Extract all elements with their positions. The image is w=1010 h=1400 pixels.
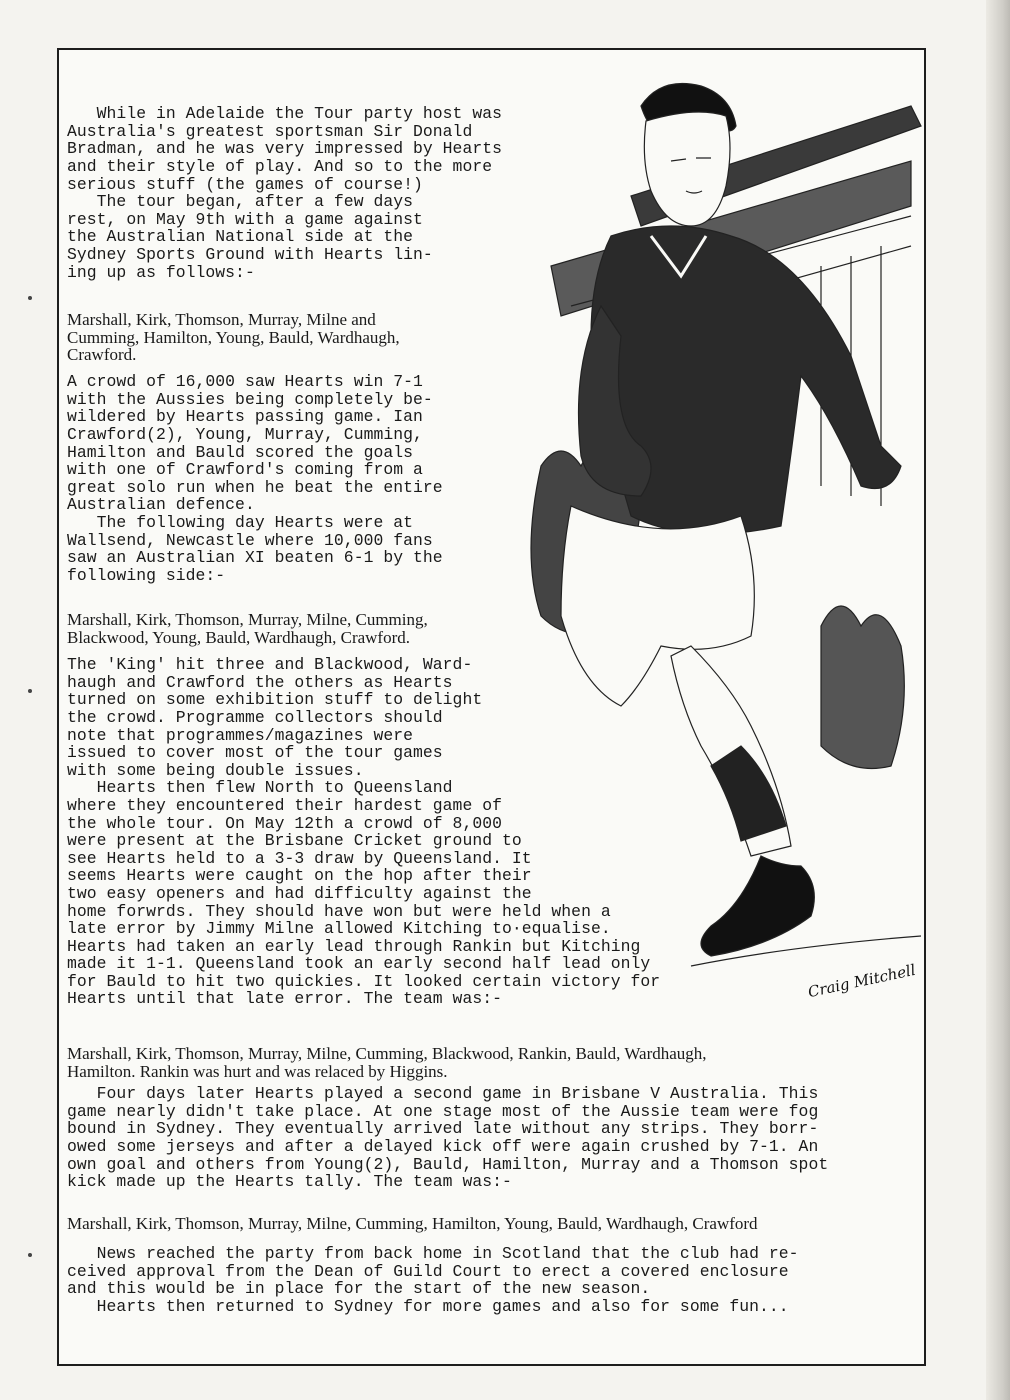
team-line-up-2: Marshall, Kirk, Thomson, Murray, Milne, Cumming, Blackwood, Young, Bauld, Wardhaugh, Crawford. [67,610,428,647]
punch-mark [28,1253,32,1257]
intro-paragraph: While in Adelaide the Tour party host was Australia's greatest sportsman Sir Donald Bradman, and he was very impressed by Hearts and their style of play. And so to the more serious stuff (the games of course!) The tour began, after a few days rest, on May 9th with a game against the Australian National side at the Sydney Sports Ground with Hearts lin- ing up as follows:- [67,104,502,282]
team-line-up-3: Marshall, Kirk, Thomson, Murray, Milne, Cumming, Blackwood, Rankin, Bauld, Wardhaugh, Hamilton. Rankin was hurt and was relaced by Higgins. [67,1044,707,1081]
punch-mark [28,296,32,300]
queensland-match-paragraph: The 'King' hit three and Blackwood, Ward- haugh and Crawford the others as Hearts turned on some exhibition stuff to delight the crowd. Programme collectors should note that programmes/magazines were issued to cover most of the tour games with some being double issues. Hearts then flew North to Queensland where they encountered their hardest game of the whole tour. On May 12th a crowd of 8,000 were present at the Brisbane Cricket ground to see Hearts held to a 3-3 draw by Queensland. It seems Hearts were caught on the hop after their two easy openers and had difficulty against the home forwrds. They should have won but were held when a late error by Jimmy Milne allowed Kitching to·equalise. Hearts had taken an early lead through Rankin but Kitching made it 1-1. Queensland took an early second half lead only for Bauld to hit two quickies. It looked certain victory for Hearts until that late error. The team was:- [67,655,661,1009]
closing-paragraph: News reached the party from back home in Scotland that the club had re- ceived approval from the Dean of Guild Court to erect a covered enclosure and this would be in place for the start of the new season. Hearts then returned to Sydney for more games and also for some fun... [67,1244,799,1316]
article-frame [57,48,926,1366]
brisbane-match-paragraph: Four days later Hearts played a second game in Brisbane V Australia. This game nearly didn't take place. At one stage most of the Aussie team were fog bound in Sydney. They eventually arrived late without any strips. They borr- owed some jerseys and after a delayed kick off were again crushed by 7-1. An own goal and others from Young(2), Bauld, Hamilton, Murray and a Thomson spot kick made up the Hearts tally. The team was:- [67,1084,829,1192]
punch-mark [28,689,32,693]
page-edge [986,0,1010,1400]
artist-signature: Craig Mitchell [806,960,918,1002]
team-line-up-4: Marshall, Kirk, Thomson, Murray, Milne, Cumming, Hamilton, Young, Bauld, Wardhaugh, Crawford [67,1214,758,1234]
sydney-match-paragraph: A crowd of 16,000 saw Hearts win 7-1 with the Aussies being completely be- wildered by Hearts passing game. Ian Crawford(2), Young, Murray, Cumming, Hamilton and Bauld scored the goals with one of Crawford's coming from a great solo run when he beat the entire Australian defence. The following day Hearts were at Wallsend, Newcastle where 10,000 fans saw an Australian XI beaten 6-1 by the following side:- [67,372,443,585]
team-line-up-1: Marshall, Kirk, Thomson, Murray, Milne and Cumming, Hamilton, Young, Bauld, Wardhaugh, Crawford. [67,310,400,365]
